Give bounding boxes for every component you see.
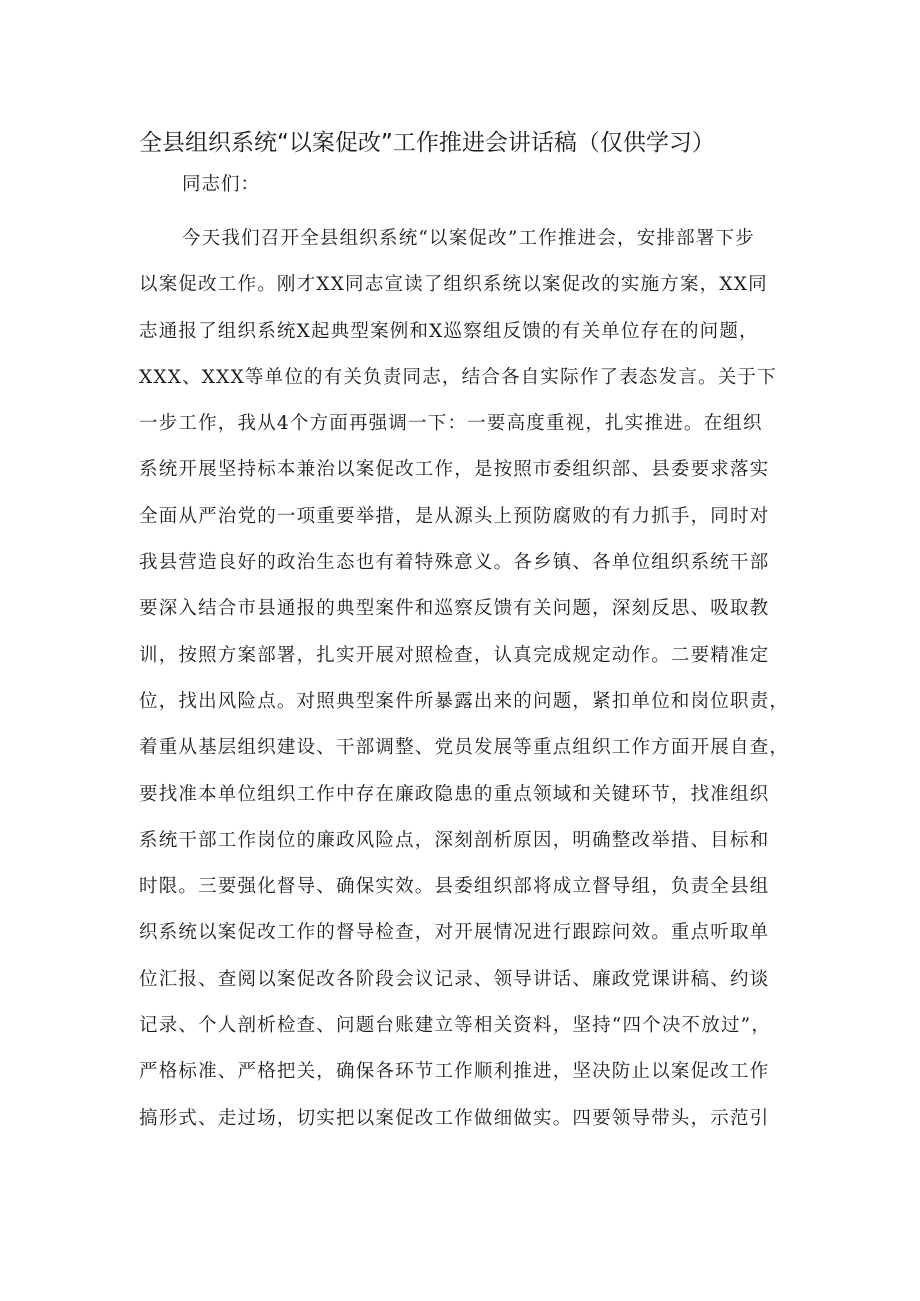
body-line: 要深入结合市县通报的典型案件和巡察反馈有关问题，深刻反思、吸取教: [139, 598, 770, 620]
body-line: XXX、XXX等单位的有关负责同志，结合各自实际作了表态发言。关于下: [139, 366, 777, 388]
salutation: 同志们：: [182, 174, 261, 195]
body-line: 以案促改工作。刚才XX同志宣读了组织系统以案促改的实施方案，XX同: [139, 274, 768, 296]
body-line: 搞形式、走过场，切实把以案促改工作做细做实。四要领导带头，示范引: [139, 1107, 770, 1129]
document-title: 全县组织系统“以案促改”工作推进会讲话稿（仅供学习）: [139, 130, 715, 156]
body-line: 严格标准、严格把关，确保各环节工作顺利推进，坚决防止以案促改工作: [139, 1061, 770, 1083]
body-line: 要找准本单位组织工作中存在廉政隐患的重点领域和关键环节，找准组织: [139, 783, 770, 805]
body-line: 我县营造良好的政治生态也有着特殊意义。各乡镇、各单位组织系统干部: [139, 552, 770, 574]
body-line: 系统开展坚持标本兼治以案促改工作，是按照市委组织部、县委要求落实: [139, 459, 770, 481]
body-line: 今天我们召开全县组织系统“以案促改”工作推进会，安排部署下步: [182, 228, 755, 249]
body-line: 志通报了组织系统X起典型案例和X巡察组反馈的有关单位存在的问题，: [139, 320, 759, 342]
body-line: 位，找出风险点。对照典型案件所暴露出来的问题，紧扣单位和岗位职责，: [139, 690, 790, 712]
body-line: 一步工作，我从4个方面再强调一下：一要高度重视，扎实推进。在组织: [139, 413, 763, 435]
body-line: 时限。三要强化督导、确保实效。县委组织部将成立督导组，负责全县组: [139, 876, 770, 898]
body-paragraph: [139, 224, 799, 1150]
body-line: 系统干部工作岗位的廉政风险点，深刻剖析原因，明确整改举措、目标和: [139, 829, 770, 851]
body-line: 织系统以案促改工作的督导检查，对开展情况进行跟踪问效。重点听取单: [139, 922, 770, 944]
body-line: 记录、个人剖析检查、问题台账建立等相关资料，坚持“四个决不放过”，: [139, 1015, 772, 1037]
body-line: 着重从基层组织建设、干部调整、党员发展等重点组织工作方面开展自查，: [139, 737, 790, 759]
body-line: 全面从严治党的一项重要举措，是从源头上预防腐败的有力抓手，同时对: [139, 505, 770, 527]
body-line: 位汇报、查阅以案促改各阶段会议记录、领导讲话、廉政党课讲稿、约谈: [139, 968, 770, 990]
body-line: 训，按照方案部署，扎实开展对照检查，认真完成规定动作。二要精准定: [139, 644, 770, 666]
